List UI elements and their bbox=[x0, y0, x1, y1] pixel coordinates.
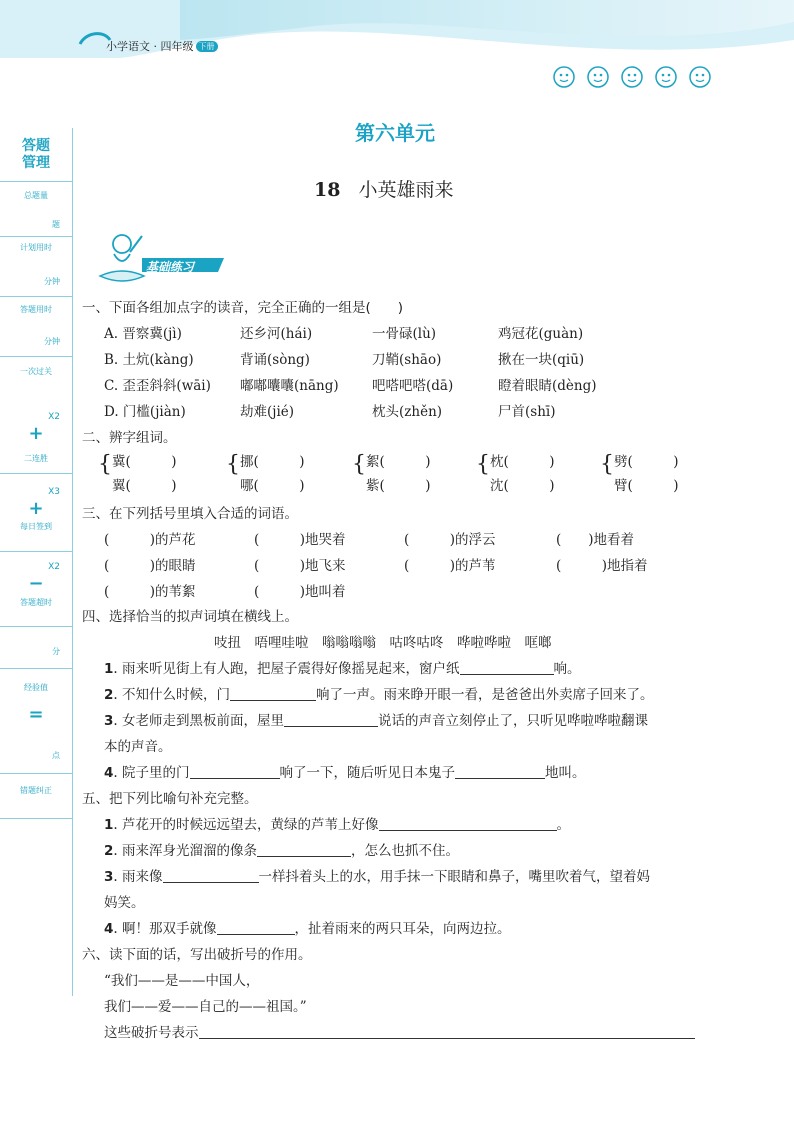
section-badge: 基础练习 bbox=[146, 260, 195, 274]
q2-word: 哪( ) bbox=[240, 478, 305, 494]
q3-blank: ( )的苇絮 bbox=[104, 584, 196, 600]
sidebar-exp-label: 经验值 bbox=[24, 683, 48, 692]
q1-row-d-4: 尸首(shī) bbox=[498, 404, 556, 420]
q6-title: 六、读下面的话，写出破折号的作用。 bbox=[82, 947, 312, 963]
q3-blank: ( )的眼睛 bbox=[104, 558, 196, 574]
q2-word: 絮( ) bbox=[366, 454, 431, 470]
q5-title: 五、把下列比喻句补充完整。 bbox=[82, 791, 258, 807]
q1-row-c-4: 瞪着眼睛(dèng) bbox=[498, 378, 597, 394]
sidebar-daily-checkin-label: 每日签到 bbox=[20, 522, 52, 531]
q3-blank: ( )地看着 bbox=[556, 532, 635, 548]
unit-title: 第六单元 bbox=[355, 121, 435, 145]
sidebar-plan-time-label: 计划用时 bbox=[20, 243, 52, 252]
q3-title: 三、在下列括号里填入合适的词语。 bbox=[82, 506, 298, 522]
sidebar-streak-label: 二连胜 bbox=[24, 454, 48, 463]
q1-row-b-3: 刀鞘(shāo) bbox=[372, 352, 442, 368]
sidebar-total-label: 总题量 bbox=[24, 191, 48, 200]
q2-word: 臂( ) bbox=[614, 478, 679, 494]
answer-blank[interactable] bbox=[257, 842, 351, 857]
q6-quote-line-1: “我们——是——中国人， bbox=[104, 973, 260, 989]
q1-row-a-2: 还乡河(hái) bbox=[240, 326, 313, 342]
answer-blank[interactable] bbox=[217, 920, 295, 935]
q3-blank: ( )地叫着 bbox=[254, 584, 346, 600]
sidebar-title: 答题管理 bbox=[22, 138, 50, 171]
q3-blank: ( )地哭着 bbox=[254, 532, 346, 548]
sidebar-answer-time-label: 答题用时 bbox=[20, 305, 52, 314]
sidebar-total-unit: 题 bbox=[52, 220, 60, 229]
answer-blank[interactable] bbox=[455, 764, 545, 779]
q1-row-b-4: 揪在一块(qiū) bbox=[498, 352, 585, 368]
q3-blank: ( )的浮云 bbox=[404, 532, 496, 548]
q1-title: 一、下面各组加点字的读音，完全正确的一组是( ) bbox=[82, 300, 404, 316]
q1-row-a-3: 一骨碌(lù) bbox=[372, 326, 437, 342]
answer-blank[interactable] bbox=[284, 712, 378, 727]
q3-blank: ( )地指着 bbox=[556, 558, 648, 574]
lesson-number: 18 bbox=[314, 179, 341, 201]
q4-item-1: 1. 雨来听见街上有人跑，把屋子震得好像摇晃起来，窗户纸 响。 bbox=[104, 661, 581, 677]
sidebar-overtime-unit: 分 bbox=[52, 647, 60, 656]
answer-blank[interactable] bbox=[379, 816, 557, 831]
answer-blank[interactable] bbox=[163, 868, 259, 883]
q1-row-c-1: C. 歪歪斜斜(wāi) bbox=[104, 378, 211, 394]
answer-blank[interactable] bbox=[199, 1024, 695, 1039]
q1-row-c-2: 嘟嘟囔囔(nāng) bbox=[240, 378, 339, 394]
answer-blank[interactable] bbox=[190, 764, 280, 779]
q2-word: 枕( ) bbox=[490, 454, 555, 470]
q2-word: 劈( ) bbox=[614, 454, 679, 470]
q5-item-3-cont: 妈笑。 bbox=[104, 895, 145, 911]
q1-row-a-4: 鸡冠花(guàn) bbox=[498, 326, 584, 342]
q4-title: 四、选择恰当的拟声词填在横线上。 bbox=[82, 609, 298, 625]
q2-word: 翼( ) bbox=[112, 478, 177, 494]
q1-row-d-1: D. 门槛(jiàn) bbox=[104, 404, 186, 420]
q2-word: 冀( ) bbox=[112, 454, 177, 470]
sidebar-overtime-label: 答题超时 bbox=[20, 598, 52, 607]
q2-word: 挪( ) bbox=[240, 454, 305, 470]
q3-blank: ( )的芦花 bbox=[104, 532, 196, 548]
q4-item-4: 4. 院子里的门 响了一下，随后听见日本鬼子 地叫。 bbox=[104, 765, 586, 781]
q1-row-a-1: A. 晋察冀(jì) bbox=[104, 326, 182, 342]
q3-blank: ( )的芦苇 bbox=[404, 558, 496, 574]
sidebar-checkin-multiplier: X2 bbox=[48, 562, 60, 572]
sidebar-exp-unit: 点 bbox=[52, 751, 60, 760]
sidebar-answer-time-unit: 分钟 bbox=[44, 337, 60, 346]
smiley-faces-decoration bbox=[552, 64, 722, 90]
q4-word-options: 吱扭 唔哩哇啦 嗡嗡嗡嗡 咕咚咕咚 哗啦哗啦 哐啷 bbox=[214, 635, 552, 651]
minus-icon: − bbox=[28, 573, 44, 594]
sidebar-first-pass-multiplier: X2 bbox=[48, 412, 60, 422]
q5-item-4: 4. 啊！那双手就像 ，扯着雨来的两只耳朵，向两边拉。 bbox=[104, 921, 511, 937]
q1-row-b-2: 背诵(sòng) bbox=[240, 352, 310, 368]
grade-badge: 下册 bbox=[196, 41, 218, 52]
q5-item-3: 3. 雨来像 一样抖着头上的水，用手抹一下眼睛和鼻子，嘴里吹着气，望着妈 bbox=[104, 869, 650, 885]
q2-word: 沈( ) bbox=[490, 478, 555, 494]
q2-word: 紫( ) bbox=[366, 478, 431, 494]
q6-quote-line-2: 我们——爱——自己的——祖国。” bbox=[104, 999, 307, 1015]
sidebar-error-correction-label: 错题纠正 bbox=[20, 786, 52, 795]
q3-blank: ( )地飞来 bbox=[254, 558, 346, 574]
sidebar-plan-time-unit: 分钟 bbox=[44, 277, 60, 286]
plus-icon: + bbox=[28, 423, 44, 444]
q4-item-3: 3. 女老师走到黑板前面，屋里 说话的声音立刻停止了，只听见哗啦哗啦翻课 bbox=[104, 713, 648, 729]
q1-row-d-2: 劫难(jié) bbox=[240, 404, 295, 420]
answer-management-sidebar bbox=[0, 128, 73, 996]
sidebar-first-pass-label: 一次过关 bbox=[20, 367, 52, 376]
q1-row-d-3: 枕头(zhěn) bbox=[372, 404, 443, 420]
header-subject: 小学语文 · 四年级 下册 bbox=[106, 38, 218, 54]
q5-item-1: 1. 芦花开的时候远远望去，黄绿的芦苇上好像 。 bbox=[104, 817, 570, 833]
sidebar-streak-multiplier: X3 bbox=[48, 487, 60, 497]
q2-title: 二、辨字组词。 bbox=[82, 430, 177, 446]
q4-item-2: 2. 不知什么时候，门 响了一声。雨来睁开眼一看，是爸爸出外卖席子回来了。 bbox=[104, 687, 654, 703]
answer-blank[interactable] bbox=[230, 686, 316, 701]
plus-icon: + bbox=[28, 498, 44, 519]
q6-answer-line: 这些破折号表示 bbox=[104, 1021, 695, 1041]
q1-row-c-3: 吧嗒吧嗒(dā) bbox=[372, 378, 454, 394]
equals-icon: = bbox=[28, 704, 44, 725]
lesson-name: 小英雄雨来 bbox=[358, 179, 454, 201]
q4-item-3-cont: 本的声音。 bbox=[104, 739, 172, 755]
q5-item-2: 2. 雨来浑身光溜溜的像条 ，怎么也抓不住。 bbox=[104, 843, 459, 859]
answer-blank[interactable] bbox=[460, 660, 554, 675]
lesson-title bbox=[314, 175, 453, 202]
q1-row-b-1: B. 土炕(kàng) bbox=[104, 352, 194, 368]
